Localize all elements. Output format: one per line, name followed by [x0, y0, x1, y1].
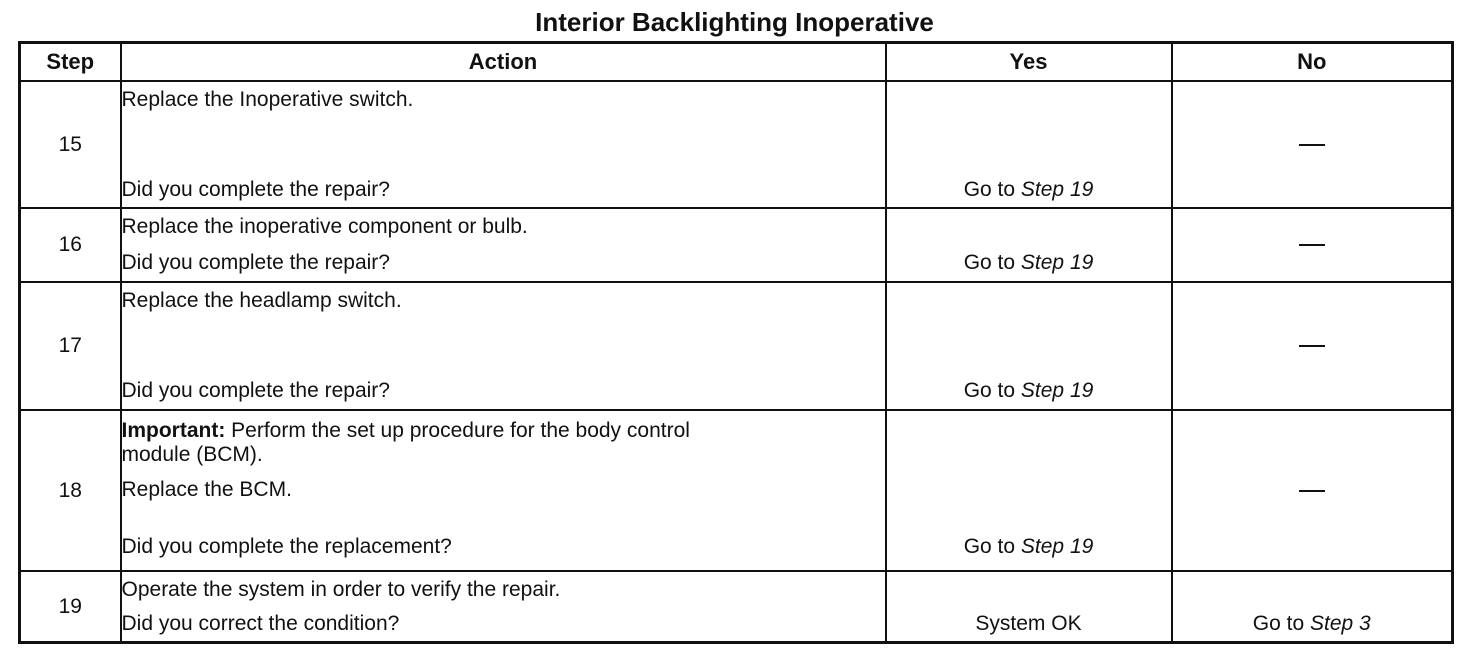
table-row	[20, 81, 1453, 208]
header-action: Action	[121, 43, 886, 82]
header-yes: Yes	[886, 43, 1172, 82]
yes-result: System OK	[975, 612, 1082, 635]
step-number: 15	[20, 81, 121, 208]
yes-prefix: Go to	[963, 251, 1016, 274]
no-dash	[1299, 345, 1325, 347]
action-cell	[121, 282, 886, 410]
action-question: Did you complete the replacement?	[121, 535, 452, 558]
step-reference-link[interactable]: Step 19	[1020, 178, 1094, 201]
diagnostic-table	[18, 41, 1454, 644]
action-cell	[121, 410, 886, 571]
yes-cell	[886, 208, 1172, 282]
important-label: Important:	[121, 419, 226, 442]
table-row	[20, 208, 1453, 282]
header-step: Step	[20, 43, 121, 82]
action-question: Did you complete the repair?	[121, 178, 390, 201]
yes-prefix: Go to	[963, 178, 1016, 201]
no-dash	[1299, 490, 1325, 492]
yes-cell	[886, 81, 1172, 208]
no-cell	[1172, 81, 1453, 208]
step-number: 19	[20, 571, 121, 643]
no-prefix: Go to	[1252, 612, 1305, 635]
yes-prefix: Go to	[963, 379, 1016, 402]
action-instruction: Replace the inoperative component or bulb.	[121, 215, 528, 238]
no-cell	[1172, 410, 1453, 571]
action-cell	[121, 208, 886, 282]
step-reference-link[interactable]: Step 19	[1020, 379, 1094, 402]
step-reference-link[interactable]: Step 19	[1020, 535, 1094, 558]
important-text: Perform the set up procedure for the body control	[231, 419, 690, 442]
important-note	[122, 419, 885, 443]
table-row	[20, 571, 1453, 643]
no-dash	[1299, 244, 1325, 246]
yes-result	[887, 535, 1171, 559]
action-question: Did you complete the repair?	[121, 379, 390, 402]
action-instruction: Operate the system in order to verify the repair.	[121, 578, 561, 601]
action-question: Did you correct the condition?	[121, 612, 400, 635]
yes-result	[887, 178, 1171, 202]
action-instruction: Replace the Inoperative switch.	[121, 88, 414, 111]
no-cell	[1172, 282, 1453, 410]
important-text-continued: module (BCM).	[121, 443, 263, 466]
action-cell	[121, 571, 886, 643]
no-result	[1173, 612, 1452, 636]
action-instruction: Replace the BCM.	[121, 478, 292, 501]
action-question: Did you complete the repair?	[121, 251, 390, 274]
step-number: 16	[20, 208, 121, 282]
step-reference-link[interactable]: Step 19	[1020, 251, 1094, 274]
yes-result	[887, 379, 1171, 403]
action-cell	[121, 81, 886, 208]
no-dash	[1299, 144, 1325, 146]
no-cell	[1172, 571, 1453, 643]
table-row	[20, 410, 1453, 571]
yes-result	[887, 251, 1171, 275]
action-instruction: Replace the headlamp switch.	[121, 289, 402, 312]
table-row	[20, 282, 1453, 410]
header-no: No	[1172, 43, 1453, 82]
no-cell	[1172, 208, 1453, 282]
yes-cell	[886, 410, 1172, 571]
yes-prefix: Go to	[963, 535, 1016, 558]
header-row	[20, 43, 1453, 82]
step-number: 18	[20, 410, 121, 571]
step-reference-link[interactable]: Step 3	[1310, 612, 1371, 635]
yes-cell	[886, 282, 1172, 410]
step-number: 17	[20, 282, 121, 410]
page-title: Interior Backlighting Inoperative	[535, 7, 934, 37]
yes-cell	[886, 571, 1172, 643]
